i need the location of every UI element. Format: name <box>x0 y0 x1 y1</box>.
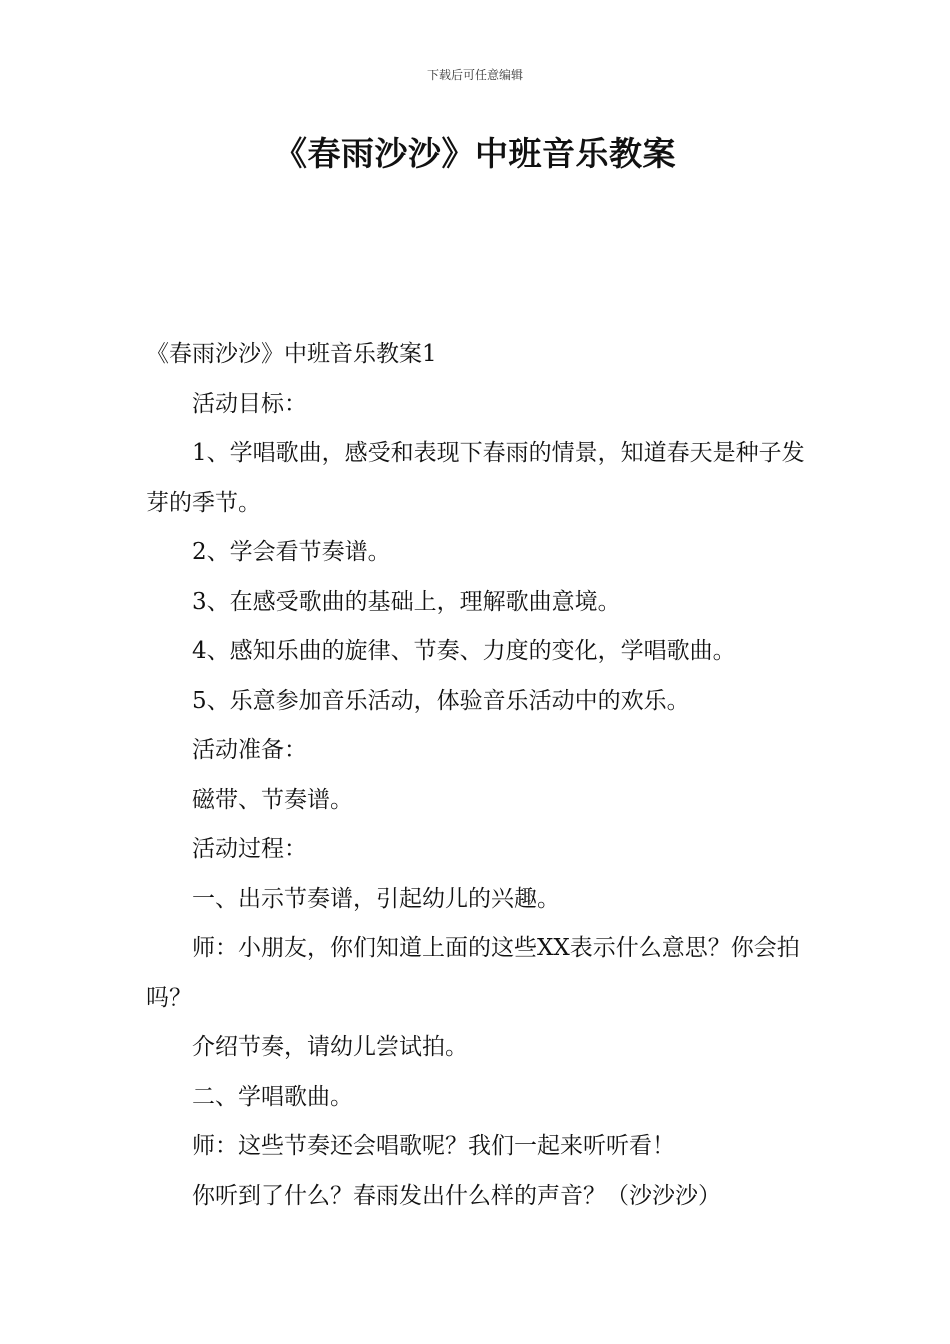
document-title: 《春雨沙沙》中班音乐教案 <box>274 134 676 173</box>
header-note: 下载后可任意编辑 <box>426 68 523 82</box>
paragraph: 师：这些节奏还会唱歌呢？我们一起来听听看！ <box>192 1133 675 1159</box>
paragraph: 1、学唱歌曲，感受和表现下春雨的情景，知道春天是种子发芽的季节。 <box>146 440 805 516</box>
paragraph: 二、学唱歌曲。 <box>192 1083 353 1110</box>
paragraph: 一、出示节奏谱，引起幼儿的兴趣。 <box>192 885 560 912</box>
paragraph: 师：小朋友，你们知道上面的这些XX表示什么意思？你会拍吗？ <box>146 935 800 1011</box>
paragraph: 你听到了什么？春雨发出什么样的声音？（沙沙沙） <box>192 1182 721 1209</box>
paragraph: 活动过程： <box>192 836 307 862</box>
paragraph: 介绍节奏，请幼儿尝试拍。 <box>192 1034 468 1060</box>
paragraph: 磁带、节奏谱。 <box>192 786 353 813</box>
paragraph: 活动准备： <box>192 737 307 763</box>
paragraph: 5、乐意参加音乐活动，体验音乐活动中的欢乐。 <box>192 687 690 714</box>
paragraph: 4、感知乐曲的旋律、节奏、力度的变化，学唱歌曲。 <box>192 638 736 664</box>
paragraph: 2、学会看节奏谱。 <box>192 539 391 565</box>
document-body <box>146 330 810 1221</box>
paragraph: 3、在感受歌曲的基础上，理解歌曲意境。 <box>192 588 621 615</box>
paragraph: 活动目标： <box>192 390 307 417</box>
section-heading: 《春雨沙沙》中班音乐教案1 <box>146 341 437 367</box>
